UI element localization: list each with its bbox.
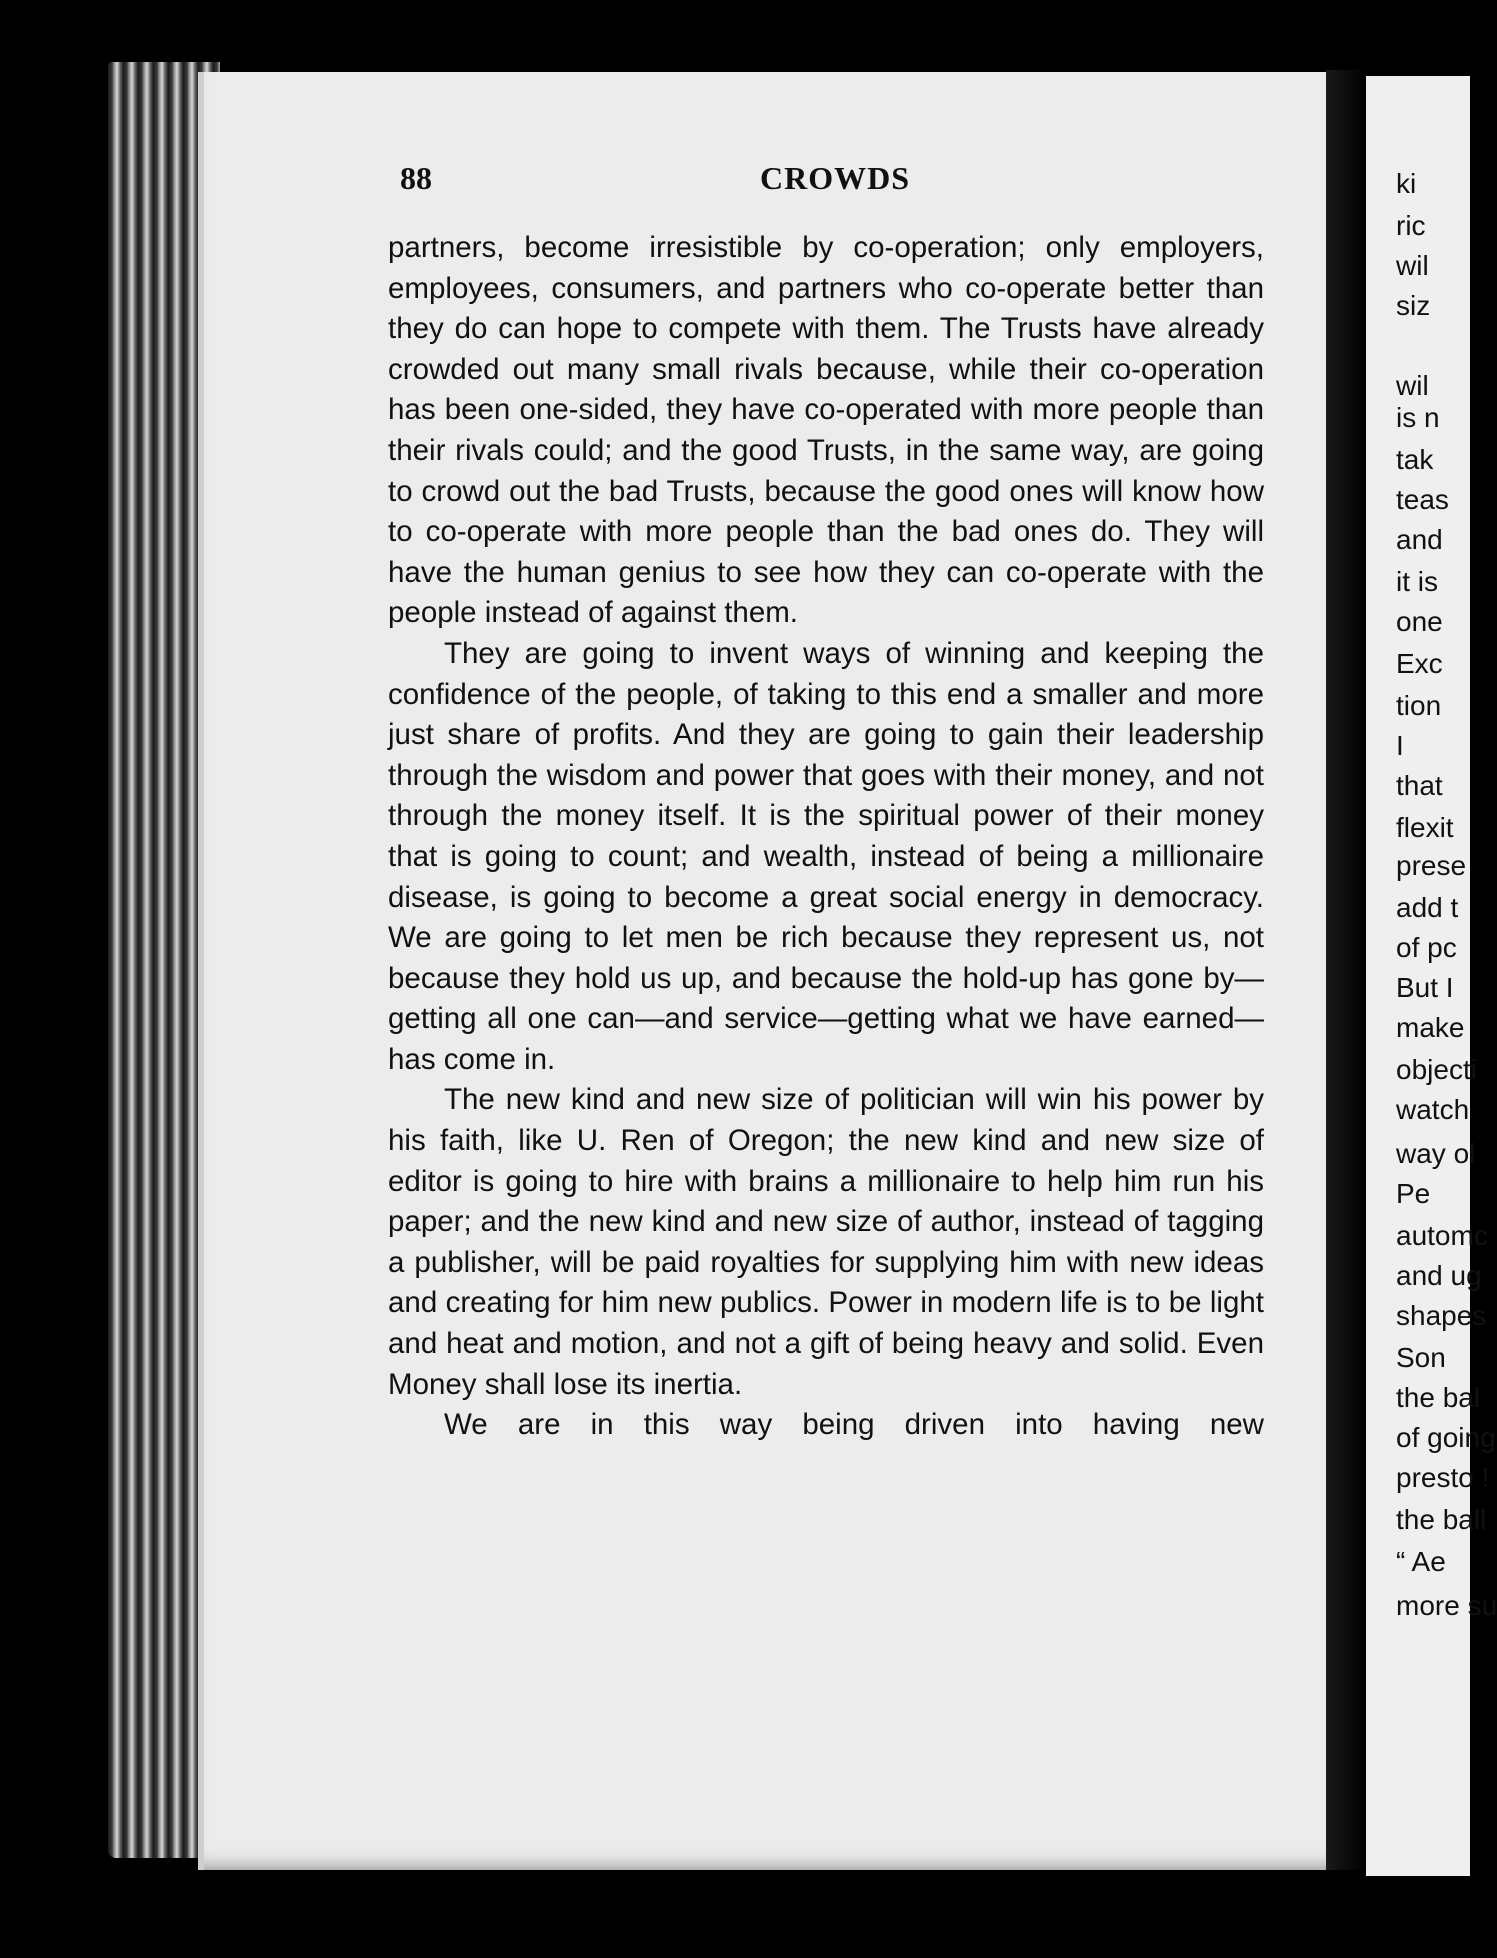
right-page-line: Exc (1396, 648, 1443, 679)
book-gutter (1326, 70, 1366, 1870)
right-page-line: ki (1396, 168, 1417, 199)
right-page-line: teas (1396, 484, 1449, 515)
paragraph-1: partners, become irresistible by co-operation; only employers, employees, consumers, and partners who co-operate better than they do can hope to compete with them. The Trusts have already crowded out many small rivals because, while their co-operation has been one-sided, they have co-operated with more people than their rivals could; and the good Trusts, in the same way, are going to crowd out the bad Trusts, because the good ones will know how to co-operate with more people than the bad ones do. They will have the human genius to see how they can co-operate with the people instead of against them. (388, 231, 1264, 630)
right-page-line: automc (1396, 1220, 1488, 1251)
body-text (388, 228, 1264, 1446)
right-page-line: siz (1396, 290, 1431, 321)
right-page-line: of going (1396, 1422, 1496, 1453)
right-page-line: wil (1396, 250, 1429, 281)
right-page-line: that (1396, 770, 1443, 801)
right-page-line: tion (1396, 690, 1442, 721)
paragraph-2: They are going to invent ways of winning and keeping the confidence of the people, of taking to this end a smaller and more just share of profits. And they are going to gain their leadership through the wisdom and power that goes with their money, and not through the money itself. It is the spiritual power of their money that is going to count; and wealth, instead of being a millionaire disease, is going to become a great social energy in democracy. We are going to let men be rich because they represent us, not because they hold us up, and because the hold-up has gone by—getting all one can—and service—getting what we have earned—has come in. (388, 636, 1264, 1076)
right-page-line: flexit (1396, 812, 1454, 843)
right-page-line: Pe (1396, 1178, 1431, 1209)
right-page-line: way ol (1396, 1138, 1476, 1169)
right-page-line: prese (1396, 850, 1467, 881)
right-page-line: the ball (1396, 1504, 1487, 1535)
right-page-line: it is (1396, 566, 1438, 597)
right-page-line: tak (1396, 444, 1434, 475)
right-page-line: I (1396, 730, 1404, 761)
right-page-line: one (1396, 606, 1443, 637)
right-page-line: ric (1396, 210, 1426, 241)
right-page-line: wil (1396, 370, 1429, 401)
running-head (400, 160, 920, 204)
right-page-line: presto ! (1396, 1462, 1490, 1493)
right-page-line: make (1396, 1012, 1465, 1043)
right-page-line: Son (1396, 1342, 1446, 1373)
right-page-line: and (1396, 524, 1443, 555)
right-page-line: more su (1396, 1590, 1497, 1621)
page-number: 88 (400, 160, 432, 196)
right-page-line: watch (1396, 1094, 1470, 1125)
right-page-line: add t (1396, 892, 1459, 923)
right-page-line: objecti (1396, 1054, 1477, 1085)
right-page-fragment (1366, 76, 1497, 1876)
paragraph-4: We are in this way being driven into having new (444, 1408, 1264, 1442)
running-title: CROWDS (760, 160, 911, 196)
right-page-line: But I (1396, 972, 1454, 1003)
right-page-line: is n (1396, 402, 1440, 433)
right-page-line: “ Ae (1396, 1546, 1446, 1577)
right-page-line: shapes (1396, 1300, 1487, 1331)
right-page-line: the bal (1396, 1382, 1481, 1413)
paragraph-3: The new kind and new size of politician will win his power by his faith, like U. Ren of Oregon; the new kind and new size of editor is going to hire with brains a millionaire to help him run his paper; and the new kind and new size of author, instead of tagging a publisher, will be paid royalties for supplying him with new ideas and creating for him new publics. Power in modern life is to be light and heat and motion, and not a gift of being heavy and solid. Even Money shall lose its inertia. (388, 1083, 1264, 1401)
right-page-line: of pc (1396, 932, 1457, 963)
right-page-line: and ug (1396, 1260, 1482, 1291)
